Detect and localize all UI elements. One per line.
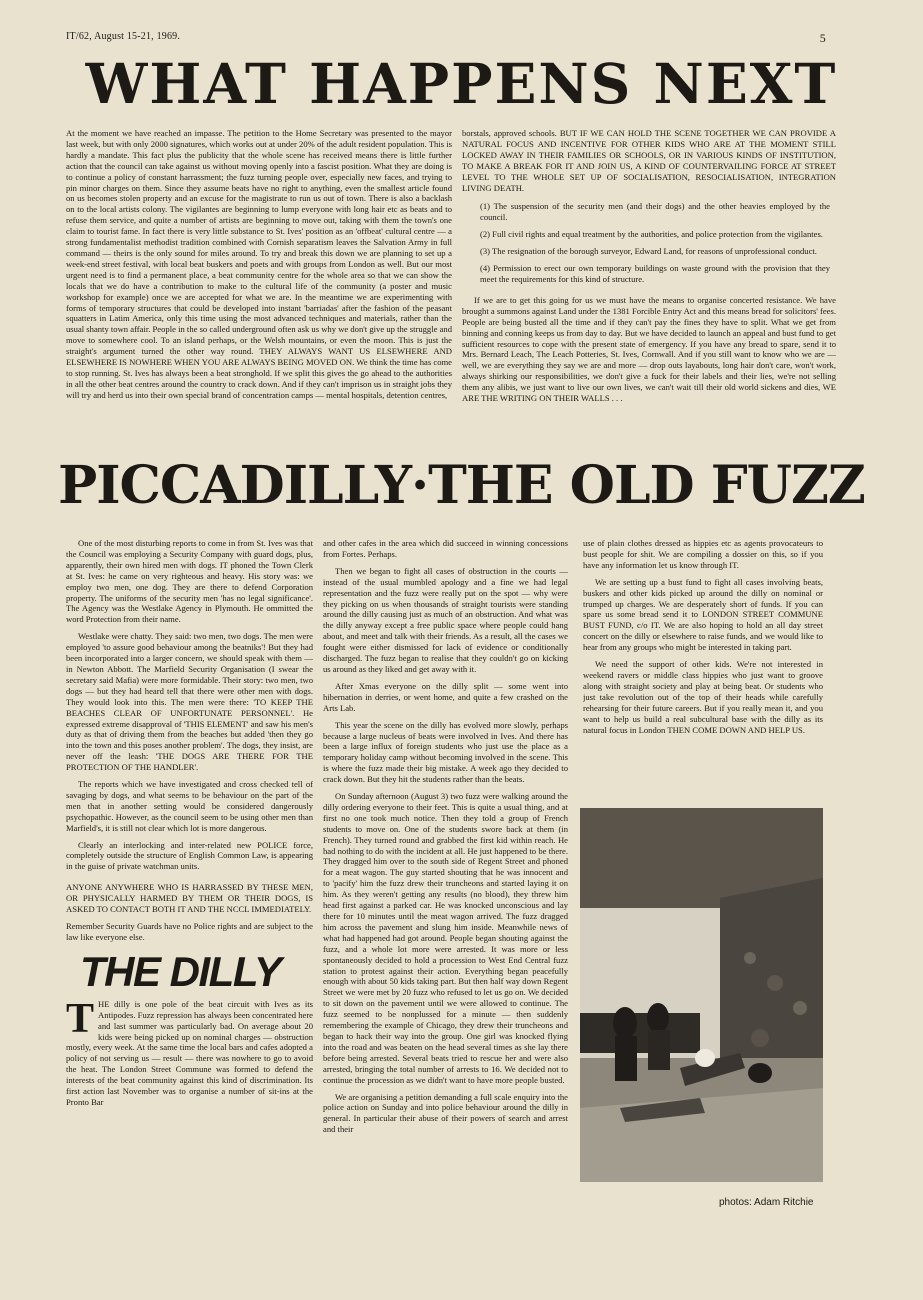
paragraph: After Xmas everyone on the dilly split — some went into hibernation in derries, or went home, and quite a few crashed on the Arts Lab. bbox=[323, 680, 568, 713]
paragraph: On Sunday afternoon (August 3) two fuzz were walking around the dilly ordering everyone to their feet. This is quite a usual thing, and at first no one took much notice. Then they told a group of French students to move on. One of the students swore back at them (in French). They turned round and grabbed the first kid within reach. He had nothing to do with the incident at all. He just happened to be there. They dragged him over to the south side of Regent Street and phoned for a meat wagon. The guy started shouting that he was innocent and to 'pacify' him the fuzz drew their truncheons and started laying it on him. As they weren't getting any results (no blood), they threw him head first against a parked car. He was knocked unconscious and lay there for 10 minutes until the meat wagon arrived. The fuzz dragged him across the pavement and slung him inside. Meanwhile news of what had happened had got around. People began shouting against the fuzz, and a whole lot more were arrested. It was more or less spontaneously decided to hold a procession to West End Central fuzz station to protest against their action. Everything began peacefully enough with about 50 kids taking part. But then half way down Regent Street we were met by 20 fuzz who refused to let us go on. We decided to sit down on the pavement until we were allowed to continue. The fuzz seemed to be nonplussed for a minute — then suddenly remembering the example of Chicago, they drew their truncheons and began to hack their way into the group. One girl was knocked flying into the road and was beaten on the head several times as she lay there before being arrested. Several beats tried to rescue her and were also arrested, bringing the total number of arrests to 16. We decided not to continue the procession as we didn't want to have more people busted. bbox=[323, 791, 568, 1085]
paragraph: Westlake were chatty. They said: two men, two dogs. The men were employed 'to assure good behaviour among the beatniks'! But they had been incorporated into a larger concern, we should speak with them — in Newton Abbott. The Marfield Security Organisation (I swear the secretary said Mafia) were more formidable. Their story: two men, two dogs — but they had heard tell that there were other men with dogs. They would look into this. The men were there: 'TO KEEP THE BEACHES CLEAR OF UNFORTUNATE PERSONNEL'. He expressed extreme disapproval of 'THIS ELEMENT' and saw his men's duty as that of driving them from the beaches but added 'then they go into the town and this poses another problem'. The dogs, they insist, are never off the leash: 'THE DOGS ARE THERE FOR THE PROTECTION OF THE HANDLER'. bbox=[66, 631, 313, 773]
article1-closing-text: If we are to get this going for us we must have the means to organise concerted resistance. We have brought a summons against Land under the 1381 Forcible Entry Act and this means bread for solicitors' fees. People are being busted all the time and if they can't pay the fines they have to split. What we get from binning and conning keeps us from day to day. But we have decided to launch an appeal and bust fund to get sufficient resources to cope with the present state of emergency. If you have any bread to spare, send it to Mrs. Bernard Leach, The Leach Potteries, St. Ives, Cornwall. And if you still want to know who we are — well, we are everything they say we are and more — drop outs layabouts, long hair don't care, won't work, always shirking our responsibilities, we don't give a fuck for their labels and their lies, we're not selling them any alibis, we just want to live our own lives, we can't wait till their old world sickens and dies, WE ARE THE WRITING ON THEIR WALLS . . . bbox=[462, 294, 836, 404]
paragraph: and other cafes in the area which did succeed in winning concessions from Fortes. Perhaps. bbox=[323, 538, 568, 559]
paragraph: Then we began to fight all cases of obstruction in the courts — instead of the usual mumbled apology and a fine we had legal representation and the fuzz were really put on the spot — why were they picking on us when thousands of straight tourists were standing around the dilly causing just as much of an obstruction. And what was the dilly anyway except a free public space where people could hang about, and meet and talk with their friends. As a result, all the cases we fought were either dismissed for lack of evidence or conditionally discharged. The fuzz began to realise that they couldn't go on kicking us around as they liked and get away with it. bbox=[323, 565, 568, 674]
dilly-text: HE dilly is one pole of the beat circuit with Ives as its Antipodes. Fuzz repression has always been concentrated here and last summer was particularly bad. On average about 20 kids were being picked up on nominal charges — obstruction mostly, every week. At the same time the local bars and cafes adopted a policy of not serving us — result — there was nowhere to go to avoid the heat. The London Street Commune was formed to defend the interests of the beat community against this kind of discrimination. Its first action last November was to organise a number of sit-ins at the Pronto Bar bbox=[66, 998, 313, 1107]
demand-item: (4) Permission to erect our own temporary buildings on waste ground with the provision that they meet the requirements for this kind of structure. bbox=[480, 263, 830, 284]
drop-cap: T bbox=[66, 995, 95, 1042]
page-number: 5 bbox=[819, 31, 826, 45]
paragraph: This year the scene on the dilly has evolved more slowly, perhaps because a large nucleus of beats were involved in Ives. And there has been a large influx of foreign students who just use the place as a temporary holiday camp without becoming involved in the scene. This is where the fuzz made their big mistake. A week ago they decided to crack down. But they hit the students rather than the beats. bbox=[323, 719, 568, 785]
paragraph: We are setting up a bust fund to fight all cases involving beats, buskers and other kids picked up around the dilly on nominal or trumped up charges. We are desperately short of funds. If you can spare us some bread send it to LONDON STREET COMMUNE BUST FUND, c/o IT. We are also hoping to hold an all day street concert on the dilly or elsewhere to raise funds, and we would like to hear from any groups who might be interested in taking part. bbox=[583, 576, 823, 653]
demands-list bbox=[462, 201, 836, 284]
issue-line: IT/62, August 15-21, 1969. bbox=[66, 31, 181, 42]
paragraph: The reports which we have investigated and cross checked tell of savaging by dogs, and what seems to be behaviour on the part of the men that in another setting would be considered dangerously psychopathic. However, as the council seem to be using other men than Marfield's, it is still not clear which lot is more dangerous. bbox=[66, 779, 313, 833]
headline-piccadilly: PICCADILLY·THE OLD FUZZ bbox=[58, 455, 865, 516]
the-dilly-heading: THE DILLY bbox=[80, 947, 281, 995]
photo-credit: photos: Adam Ritchie bbox=[719, 1197, 814, 1208]
paragraph: One of the most disturbing reports to come in from St. Ives was that the Council was employing a Security Company with guard dogs, plus, apparently, their own hired men with dogs. IT phoned the Town Clerk at St. Ives: he came on very righteous and heavy. His story was: we employ two men, one dog. They are there to defend Corporation property. The uniforms of the security men 'has no legal significance'. The Agency was the Westlake Agency in Plymouth. He ommitted the word Protection from their name. bbox=[66, 538, 313, 625]
photo-scene bbox=[580, 808, 823, 1182]
headline-what-happens-next: WHAT HAPPENS NEXT bbox=[85, 51, 838, 116]
demand-item: (1) The suspension of the security men (and their dogs) and the other heavies employed by the council. bbox=[480, 201, 830, 223]
article2-column-3 bbox=[583, 538, 823, 800]
paragraph: use of plain clothes dressed as hippies etc as agents provocateurs to bust people for shit. We are compiling a dossier on this, so if you have any information let us know through IT. bbox=[583, 538, 823, 570]
remember-text: Remember Security Guards have no Police rights and are subject to the law like everyone else. bbox=[66, 921, 313, 942]
article1-intro-text: borstals, approved schools. BUT IF WE CAN HOLD THE SCENE TOGETHER WE CAN PROVIDE A NATURAL FOCUS AND INCENTIVE FOR OTHER KIDS WHO ARE AT THE MOMENT STILL LOCKED AWAY IN THEIR FAMILIES OR SCHOOLS, OR IN VARIOUS KINDS OF INSTITUTION, TO MAKE A BREAK FOR IT AND JOIN US, A KIND OF COUNTERVAILING FORCE AT STREET LEVEL TO THE WHOLE SET UP OF SOCIALISATION, RESOCIALISATION, INTEGRATION LIVING DEATH. bbox=[462, 128, 836, 193]
demand-item: (2) Full civil rights and equal treatment by the authorities, and police protection from the vigilantes. bbox=[480, 229, 823, 240]
photograph bbox=[580, 808, 823, 1182]
demand-item: (3) The resignation of the borough surveyor, Edward Land, for reasons of unprofessional conduct. bbox=[480, 246, 817, 257]
article1-body-text: At the moment we have reached an impasse. The petition to the Home Secretary was presented to the mayor last week, but with only 2000 signatures, which works out at under 20% of the adult resident population. This is hardly a mandate. This fact plus the publicity that the whole scene has received means there is little further action that the council can take against us without moving openly into a fascist position. What they are doing is to continue a policy of constant harrassment; the fuzz turning people over, especially new faces, and trying to pin minor charges on them. Since they assume beats have no right to anything, even the smallest article found on us becomes stolen property and an excuse for the magistrate to run us out of town. There is also a backlash on to the local artists colony. The vigilantes are beginning to lump everyone with long hair etc as beats and to refuse them service, and quite a number of artists are beginning to move out, taking with them the town's one claim to tourist fame. In fact there is very little substance to St. Ives' position as an 'offbeat' cultural centre — a strong fundamentalist methodist tradition combined with Cornish separatism leaves the Salvation Army in full command — theirs is the only sound for miles around. To try and break this down we are planning to set up a week-end street festival, with local beat buskers and poets and with groups from London as well. But our most urgent need is to find a permanent place, a beat community centre for the whole area so that we can show the locals that we do have a contribution to make to the cultural life of the community (a poster and music workshop for example) once we are accepted for what we are. In the meantime we are experimenting with forms of temporary structures that could be developed into instant 'barriadas' after the fashion of the peasant squatters in Latim America, only this time using the most advanced techniques and materials, rather than the usual shanty town affair. People in the so called underground often ask us why we don't give up the struggle and move to somewhere cool. To an island perhaps, or the Welsh mountains, or even the moon. This is just the straight's argument turned the other way round. THEY ALWAYS WANT US ELSEWHERE AND ELSEWHERE IS NOWHERE WHEN YOU ARE ALWAYS BEING MOVED ON. We think the time has come to stop running. St. Ives has always been a beat stronghold. If we split this gives the go ahead to the authorities in all the other beat centres around the country to crack down. And if they can't imprison us in straight jobs they will try and herd us into their own special brand of concentration camps — mental hospitals, detention centres, bbox=[66, 128, 452, 400]
article1-column-1 bbox=[66, 128, 452, 450]
article2-column-2 bbox=[323, 538, 568, 1248]
paragraph: Clearly an interlocking and inter-related new POLICE force, completely outside the structure of English Common Law, is appearing in the guise of private watchman units. bbox=[66, 839, 313, 872]
article2-column-1 bbox=[66, 538, 313, 1248]
article1-column-2 bbox=[462, 128, 836, 450]
paragraph: We need the support of other kids. We're not interested in weekend ravers or middle class hippies who just want to groove along with straight society and play at being beat. Or students who just take revolution out of the top of their heads while carefully rehearsing for their future careers. But if you really mean it, and you want to help us build a real subcultural base with the dilly as its natural focus in London THEN COME DOWN AND HELP US. bbox=[583, 659, 823, 735]
paragraph: We are organising a petition demanding a full scale enquiry into the police action on Sunday and into police behaviour around the dilly in general. In particular their abuse of their powers of search and arrest and their bbox=[323, 1091, 568, 1135]
notice-text: ANYONE ANYWHERE WHO IS HARRASSED BY THESE MEN, OR PHYSICALLY HARMED BY THEM OR THEIR DOGS, IS ASKED TO CONTACT BOTH IT AND THE NCCL IMMEDIATELY. bbox=[66, 882, 313, 915]
